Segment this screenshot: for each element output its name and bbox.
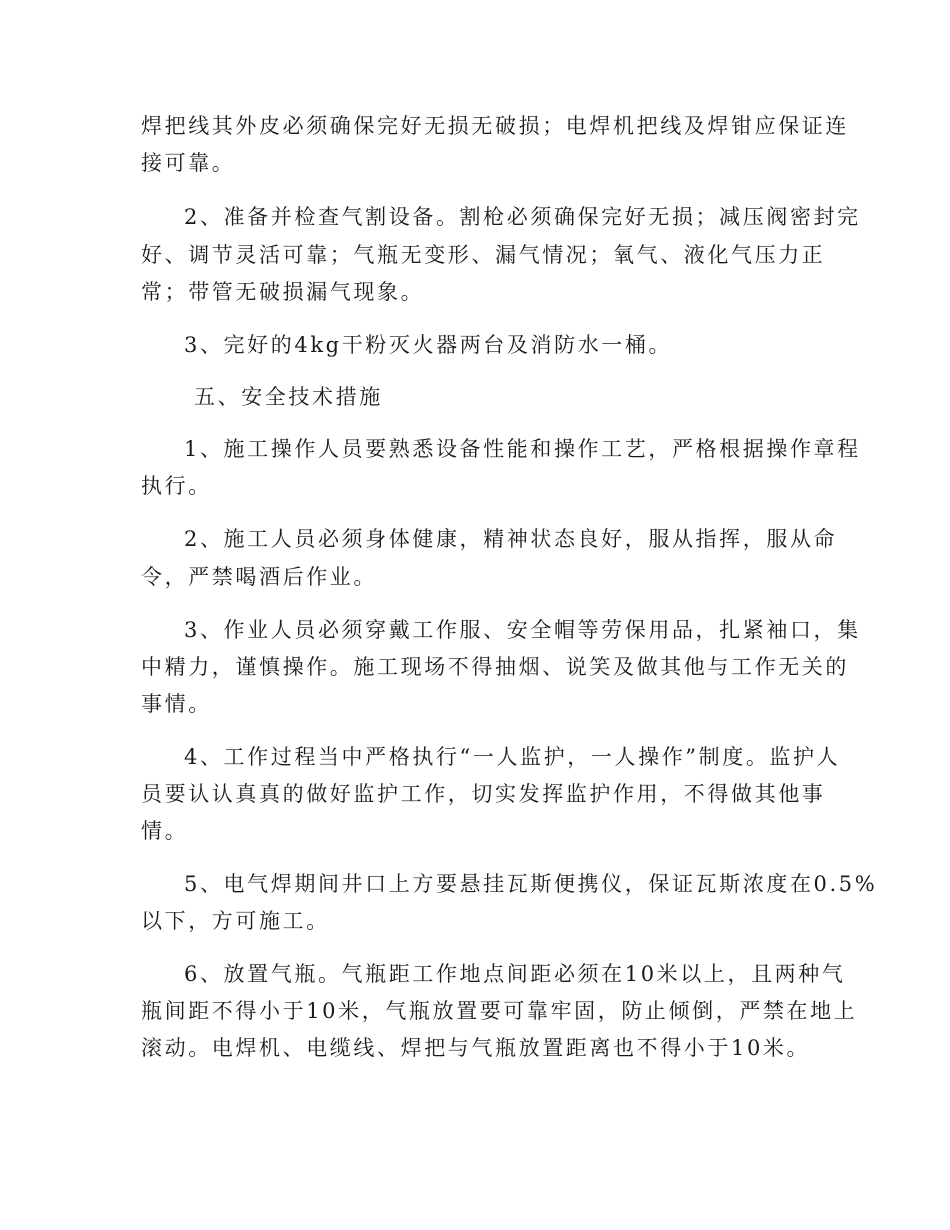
paragraph-line: 5、电气焊期间井口上方要悬挂瓦斯便携仪，保证瓦斯浓度在0.5% — [184, 872, 878, 896]
paragraph-line: 瓶间距不得小于10米，气瓶放置要可靠牢固，防止倾倒，严禁在地上 — [141, 999, 858, 1023]
paragraph-line: 4、工作过程当中严格执行“一人监护，一人操作”制度。监护人 — [184, 745, 841, 769]
paragraph-line: 以下，方可施工。 — [141, 909, 330, 933]
paragraph-line: 3、完好的4kg干粉灭火器两台及消防水一桶。 — [184, 333, 673, 357]
paragraph-line: 2、施工人员必须身体健康，精神状态良好，服从指挥，服从命 — [184, 527, 838, 551]
paragraph-line: 1、施工操作人员要熟悉设备性能和操作工艺，严格根据操作章程 — [184, 437, 861, 461]
paragraph-line: 令，严禁喝酒后作业。 — [141, 565, 377, 589]
section-heading: 五、安全技术措施 — [194, 385, 383, 409]
paragraph-line: 焊把线其外皮必须确保完好无损无破损；电焊机把线及焊钳应保证连 — [141, 114, 849, 138]
paragraph-line: 员要认认真真的做好监护工作，切实发挥监护作用，不得做其他事 — [141, 782, 826, 806]
paragraph-line: 2、准备并检查气割设备。割枪必须确保完好无损；减压阀密封完 — [184, 205, 861, 229]
paragraph-line: 执行。 — [141, 474, 212, 498]
paragraph-line: 3、作业人员必须穿戴工作服、安全帽等劳保用品，扎紧袖口，集 — [184, 618, 861, 642]
paragraph-line: 事情。 — [141, 692, 212, 716]
paragraph-line: 常；带管无破损漏气现象。 — [141, 280, 425, 304]
paragraph-line: 情。 — [141, 819, 189, 843]
paragraph-line: 接可靠。 — [141, 151, 236, 175]
paragraph-line: 滚动。电焊机、电缆线、焊把与气瓶放置距离也不得小于10米。 — [141, 1036, 811, 1060]
paragraph-line: 好、调节灵活可靠；气瓶无变形、漏气情况；氧气、液化气压力正 — [141, 243, 826, 267]
paragraph-line: 中精力，谨慎操作。施工现场不得抽烟、说笑及做其他与工作无关的 — [141, 655, 849, 679]
paragraph-line: 6、放置气瓶。气瓶距工作地点间距必须在10米以上，且两种气 — [184, 962, 846, 986]
